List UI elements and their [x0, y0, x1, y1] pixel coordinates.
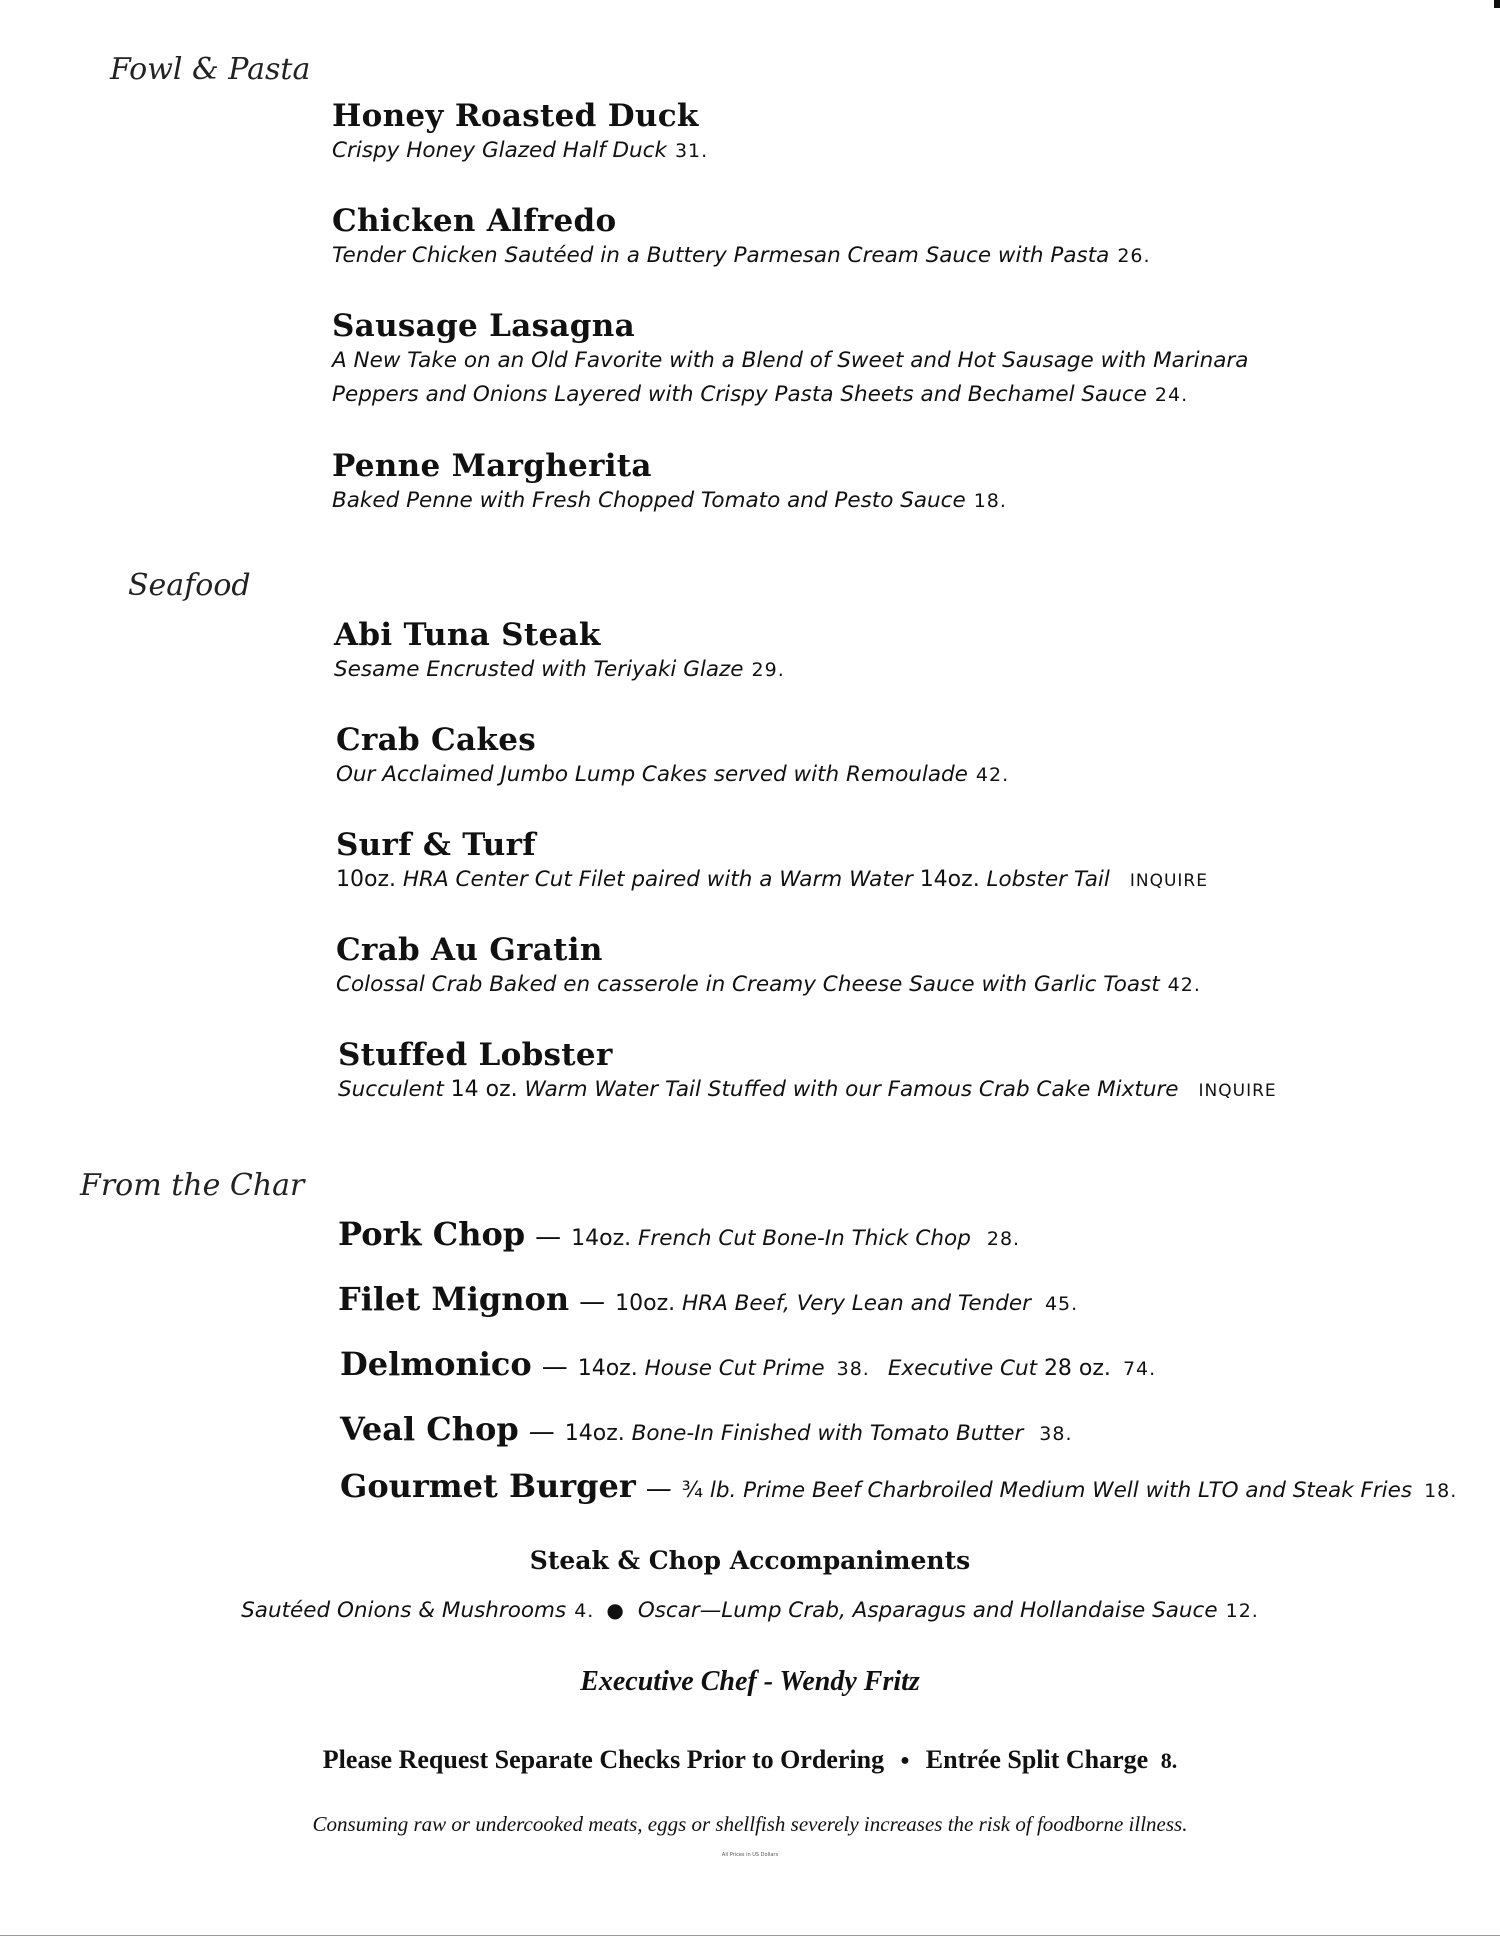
price: 38. — [836, 1358, 870, 1380]
dash: — — [528, 1417, 555, 1447]
price: 18. — [973, 490, 1007, 512]
section-label-fowl-pasta: Fowl & Pasta — [110, 52, 311, 87]
menu-item-surf-turf — [336, 827, 1208, 898]
price: 31. — [674, 140, 709, 162]
dish-name: Crab Cakes — [336, 722, 536, 758]
portion-size: 14oz. — [564, 1421, 625, 1446]
menu-item-crab-au-gratin — [336, 932, 1201, 1002]
price: 18. — [1424, 1480, 1458, 1502]
portion-size: 10oz. — [615, 1291, 676, 1316]
dash: — — [535, 1222, 562, 1252]
dish-desc-text: Tender Chicken Sautéed in a Buttery Parmesan Cream Sauce with Pasta — [332, 243, 1110, 268]
dish-name: Chicken Alfredo — [332, 203, 617, 239]
scan-corner-mark — [1494, 0, 1500, 8]
split-charge-price: 8. — [1160, 1748, 1178, 1773]
dish-desc — [336, 863, 1208, 898]
dish-desc — [332, 484, 1007, 518]
dash: — — [645, 1474, 672, 1504]
menu-item-honey-roasted-duck — [332, 98, 708, 168]
menu-item-penne-margherita — [332, 448, 1007, 518]
dish-desc-text: Baked Penne with Fresh Chopped Tomato and Pesto Sauce — [332, 488, 966, 513]
dish-desc — [332, 134, 708, 168]
foodborne-illness-warning: Consuming raw or undercooked meats, eggs or shellfish severely increases the risk of foodborne illness. — [312, 1812, 1188, 1836]
price: 42. — [1167, 974, 1201, 996]
dish-name: Veal Chop — [340, 1410, 519, 1448]
dish-desc-text: Peppers and Onions Layered with Crispy Pasta Sheets and Bechamel Sauce — [332, 382, 1147, 407]
menu-item-stuffed-lobster — [338, 1037, 1277, 1108]
dish-name: Surf & Turf — [336, 827, 536, 863]
bullet-icon: ● — [900, 1752, 910, 1769]
price: 28. — [986, 1228, 1021, 1250]
section-label-from-the-char: From the Char — [80, 1168, 305, 1203]
dish-desc-text: Our Acclaimed Jumbo Lump Cakes served with Remoulade — [336, 762, 968, 787]
dish-name: Stuffed Lobster — [338, 1037, 613, 1073]
bottom-rule — [0, 1935, 1500, 1936]
price: 12. — [1225, 1600, 1259, 1622]
menu-item-crab-cakes — [336, 722, 1009, 792]
dish-desc-text: HRA Center Cut Filet paired with a Warm Water — [402, 867, 913, 892]
price: 24. — [1154, 384, 1189, 406]
dish-desc — [332, 239, 1151, 273]
price: 38. — [1039, 1423, 1073, 1445]
price-inquire: INQUIRE — [1129, 871, 1208, 891]
dish-desc: HRA Beef, Very Lean and Tender — [681, 1291, 1031, 1316]
dish-name: Honey Roasted Duck — [332, 98, 699, 134]
price: 4. — [574, 1600, 595, 1622]
menu-item-sausage-lasagna — [332, 308, 1248, 412]
dish-desc-text: Colossal Crab Baked en casserole in Creamy Cheese Sauce with Garlic Toast — [336, 972, 1160, 997]
dish-name: Crab Au Gratin — [336, 932, 603, 968]
portion-size: 14oz. — [571, 1226, 632, 1251]
price: 29. — [751, 659, 785, 681]
dish-desc: French Cut Bone-In Thick Chop — [638, 1226, 971, 1251]
dish-name: Penne Margherita — [332, 448, 652, 484]
menu-item-pork-chop — [338, 1215, 1020, 1253]
dish-name: Delmonico — [340, 1345, 532, 1383]
dish-desc-text: Lobster Tail — [986, 867, 1110, 892]
menu-item-chicken-alfredo — [332, 203, 1151, 273]
dish-name: Sausage Lasagna — [332, 308, 635, 344]
dish-desc: House Cut Prime — [644, 1356, 825, 1381]
price-2: 74. — [1122, 1358, 1157, 1380]
separate-checks-notice — [0, 1745, 1500, 1775]
menu-item-abi-tuna-steak — [334, 617, 785, 687]
accompaniment-1: Sautéed Onions & Mushrooms — [241, 1598, 567, 1623]
dish-desc-line-2 — [332, 378, 1248, 412]
dash: — — [579, 1287, 606, 1317]
dish-name: Filet Mignon — [338, 1280, 570, 1318]
dish-desc — [336, 758, 1009, 792]
dish-name: Pork Chop — [338, 1215, 526, 1253]
dish-desc — [336, 968, 1201, 1002]
dish-desc-text: Warm Water Tail Stuffed with our Famous Crab Cake Mixture — [524, 1077, 1179, 1102]
portion-size: 14oz. — [577, 1356, 638, 1381]
portion-size-2: 28 oz. — [1043, 1356, 1111, 1381]
dish-desc: Bone-In Finished with Tomato Butter — [631, 1421, 1024, 1446]
footnote: All Prices in US Dollars — [721, 1852, 779, 1858]
dish-desc-text: Sesame Encrusted with Teriyaki Glaze — [334, 657, 744, 682]
menu-item-delmonico — [340, 1345, 1156, 1383]
price: 45. — [1044, 1293, 1079, 1315]
menu-item-veal-chop — [340, 1410, 1073, 1448]
portion-size: 14 oz. — [450, 1077, 518, 1102]
portion-size: 14oz. — [919, 867, 980, 892]
price: 42. — [975, 764, 1010, 786]
portion-size: ¾ — [681, 1478, 704, 1503]
accompaniment-2: Oscar—Lump Crab, Asparagus and Hollandaise Sauce — [637, 1598, 1218, 1623]
dish-name: Gourmet Burger — [340, 1467, 636, 1505]
dish-desc-2: Executive Cut — [887, 1356, 1038, 1381]
dish-desc-line-1: A New Take on an Old Favorite with a Blend of Sweet and Hot Sausage with Marinara — [332, 348, 1249, 373]
dash: — — [541, 1352, 568, 1382]
dish-desc — [334, 653, 785, 687]
dish-desc-text: Succulent — [338, 1077, 444, 1102]
dish-desc — [338, 1073, 1277, 1108]
price: 26. — [1117, 245, 1151, 267]
request-text: Please Request Separate Checks Prior to Ordering — [322, 1745, 885, 1774]
dish-desc: lb. Prime Beef Charbroiled Medium Well with LTO and Steak Fries — [709, 1478, 1413, 1503]
dish-desc-text: Crispy Honey Glazed Half Duck — [332, 138, 667, 163]
menu-item-gourmet-burger — [340, 1467, 1457, 1505]
executive-chef: Executive Chef - Wendy Fritz — [580, 1666, 920, 1697]
accompaniments-line — [0, 1598, 1500, 1623]
price-inquire: INQUIRE — [1198, 1081, 1277, 1101]
dish-name: Abi Tuna Steak — [334, 617, 601, 653]
accompaniments-title: Steak & Chop Accompaniments — [529, 1546, 971, 1575]
split-charge-text: Entrée Split Charge — [925, 1745, 1149, 1774]
portion-size: 10oz. — [336, 867, 396, 892]
menu-item-filet-mignon — [338, 1280, 1078, 1318]
bullet-icon: ● — [606, 1598, 624, 1622]
section-label-seafood: Seafood — [128, 568, 251, 603]
